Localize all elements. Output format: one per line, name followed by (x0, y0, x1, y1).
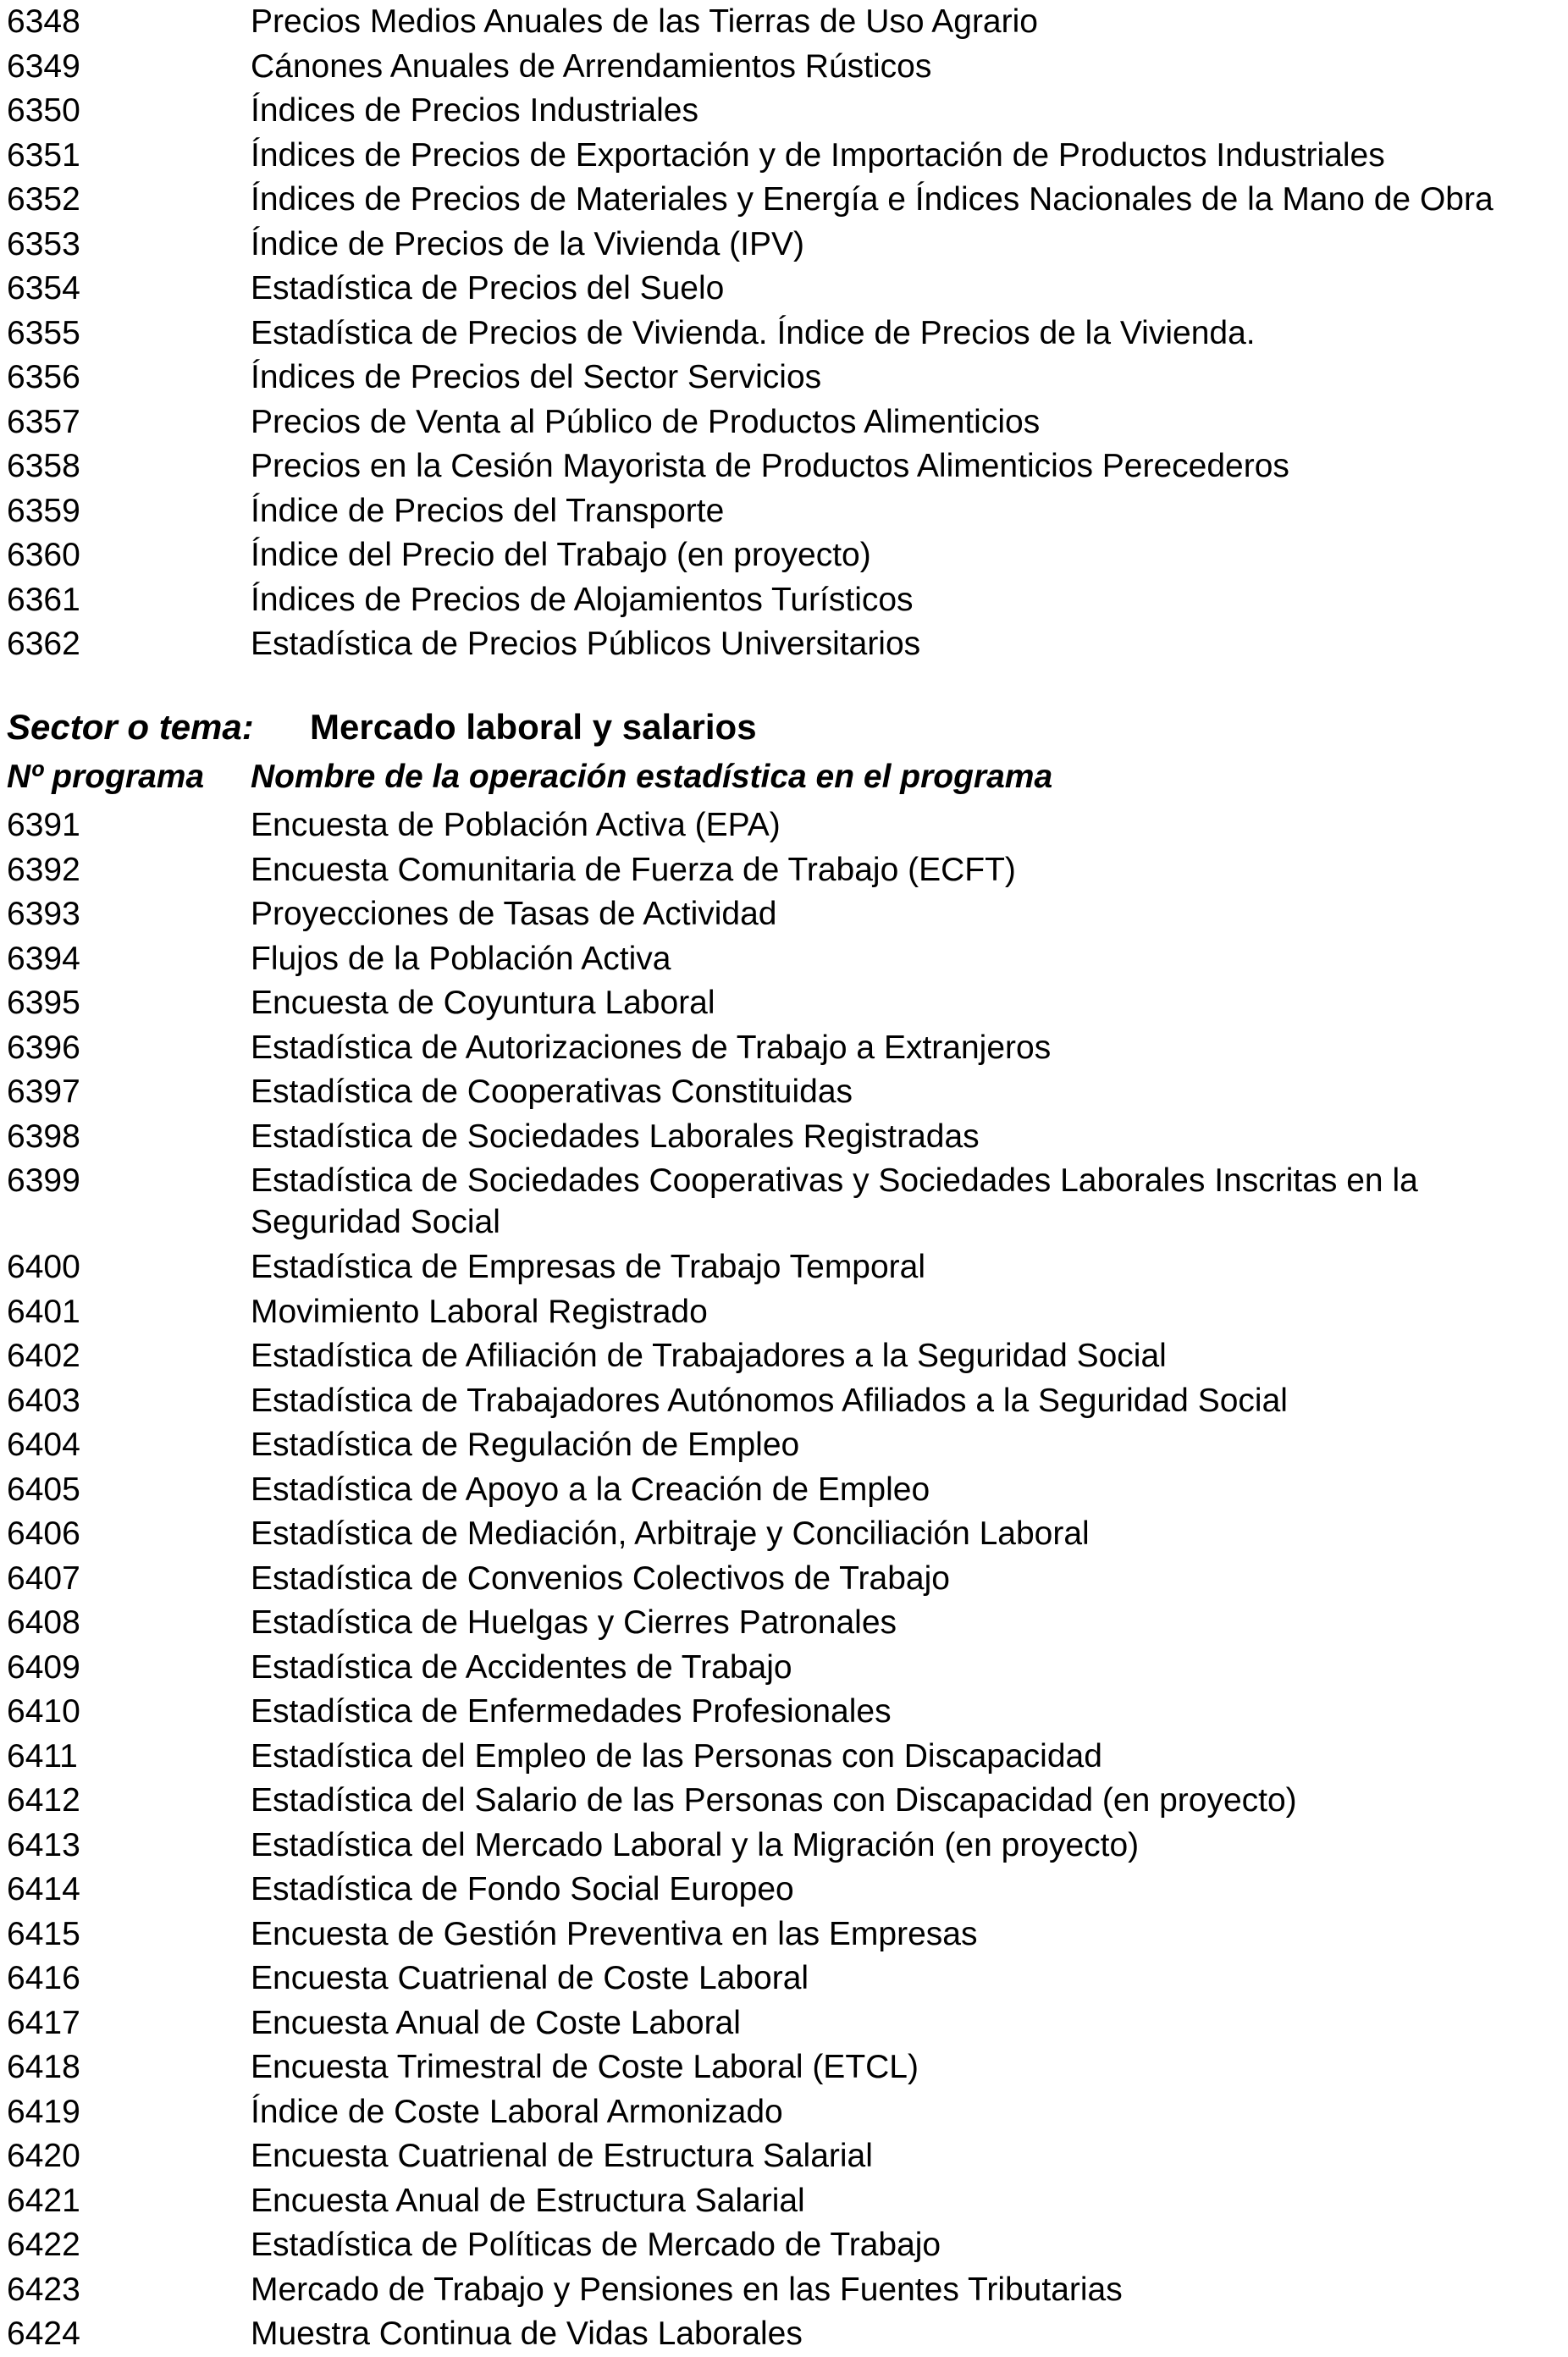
operation-name: Estadística de Huelgas y Cierres Patronales (251, 1604, 897, 1641)
operation-name: Estadística de Cooperativas Constituidas (251, 1074, 853, 1110)
program-number: 6406 (7, 1515, 80, 1552)
program-number: 6358 (7, 448, 80, 484)
operation-name: Estadística de Accidentes de Trabajo (251, 1648, 792, 1686)
program-number: 6420 (7, 2138, 80, 2174)
column-header-operation-name: Nombre de la operación estadística en el programa (251, 759, 1053, 795)
operation-name: Estadística de Convenios Colectivos de Trabajo (251, 1559, 950, 1597)
program-number: 6397 (7, 1074, 80, 1110)
operation-name: Índices de Precios Industriales (251, 92, 698, 129)
operation-name: Índice de Precios de la Vivienda (IPV) (251, 225, 804, 262)
program-number: 6401 (7, 1293, 80, 1330)
operation-name: Índices de Precios del Sector Servicios (251, 359, 822, 395)
program-number: 6353 (7, 225, 80, 262)
sector-value: Mercado laboral y salarios (310, 707, 757, 747)
program-number: 6349 (7, 47, 80, 85)
operation-name: Precios en la Cesión Mayorista de Productos Alimenticios Perecederos (251, 448, 1289, 484)
operation-name: Encuesta Anual de Estructura Salarial (251, 2182, 805, 2219)
sector-heading (7, 704, 757, 751)
program-number: 6413 (7, 1826, 80, 1863)
program-number: 6407 (7, 1559, 80, 1597)
program-number: 6415 (7, 1915, 80, 1952)
program-number: 6410 (7, 1693, 80, 1730)
program-number: 6356 (7, 359, 80, 395)
program-number: 6411 (7, 1737, 78, 1775)
operation-name: Estadística de Sociedades Laborales Registradas (251, 1118, 980, 1155)
operation-name: Encuesta Anual de Coste Laboral (251, 2004, 741, 2041)
program-number: 6417 (7, 2004, 80, 2041)
operation-name: Estadística del Mercado Laboral y la Migración (en proyecto) (251, 1826, 1140, 1863)
operation-name: Estadística de Sociedades Cooperativas y Sociedades Laborales Inscritas en la (251, 1162, 1418, 1199)
program-number: 6400 (7, 1249, 80, 1285)
program-number: 6362 (7, 626, 80, 662)
operation-name: Precios de Venta al Público de Productos Alimenticios (251, 403, 1041, 440)
program-number: 6393 (7, 896, 80, 932)
operation-name: Estadística de Autorizaciones de Trabajo a Extranjeros (251, 1029, 1052, 1066)
operation-name: Encuesta Cuatrienal de Estructura Salarial (251, 2138, 873, 2174)
program-number: 6398 (7, 1118, 80, 1155)
program-number: 6396 (7, 1029, 80, 1066)
program-number: 6351 (7, 136, 80, 174)
program-number: 6404 (7, 1427, 80, 1463)
operation-name: Índices de Precios de Materiales y Energía e Índices Nacionales de la Mano de Obra (251, 181, 1493, 218)
program-number: 6418 (7, 2049, 80, 2085)
operation-name: Proyecciones de Tasas de Actividad (251, 896, 777, 932)
operation-name: Mercado de Trabajo y Pensiones en las Fuentes Tributarias (251, 2271, 1123, 2308)
operation-name: Índice de Coste Laboral Armonizado (251, 2093, 783, 2130)
operation-name: Encuesta Trimestral de Coste Laboral (ETCL) (251, 2049, 919, 2085)
program-number: 6421 (7, 2182, 80, 2219)
operation-name: Muestra Continua de Vidas Laborales (251, 2316, 803, 2352)
operation-name: Estadística de Mediación, Arbitraje y Conciliación Laboral (251, 1515, 1090, 1552)
sector-label: Sector o tema: (7, 707, 254, 747)
operation-name: Encuesta Comunitaria de Fuerza de Trabajo (ECFT) (251, 851, 1016, 888)
operation-name: Encuesta de Población Activa (EPA) (251, 807, 781, 843)
operation-name-continuation: Seguridad Social (251, 1204, 500, 1240)
operation-name: Índice de Precios del Transporte (251, 492, 725, 529)
program-number: 6361 (7, 581, 80, 618)
program-number: 6399 (7, 1162, 80, 1199)
operation-name: Estadística del Empleo de las Personas con Discapacidad (251, 1737, 1102, 1775)
operation-name: Estadística de Precios del Suelo (251, 270, 725, 306)
operation-name: Estadística de Fondo Social Europeo (251, 1871, 794, 1907)
operation-name: Estadística del Salario de las Personas con Discapacidad (en proyecto) (251, 1782, 1297, 1819)
program-number: 6422 (7, 2227, 80, 2263)
program-number: 6354 (7, 270, 80, 306)
program-number: 6359 (7, 492, 80, 529)
program-number: 6414 (7, 1871, 80, 1907)
program-number: 6412 (7, 1782, 80, 1819)
program-number: 6405 (7, 1471, 80, 1508)
operation-name: Encuesta Cuatrienal de Coste Laboral (251, 1960, 809, 1996)
operation-name: Encuesta de Coyuntura Laboral (251, 985, 715, 1021)
program-number: 6403 (7, 1382, 80, 1419)
operation-name: Índices de Precios de Exportación y de Importación de Productos Industriales (251, 136, 1385, 174)
program-number: 6350 (7, 92, 80, 129)
program-number: 6352 (7, 181, 80, 218)
column-header-program-number: Nº programa (7, 759, 205, 795)
program-number: 6360 (7, 537, 80, 573)
program-number: 6402 (7, 1338, 80, 1374)
operation-name: Estadística de Precios Públicos Universitarios (251, 626, 921, 662)
program-number: 6348 (7, 3, 80, 40)
operation-name: Encuesta de Gestión Preventiva en las Empresas (251, 1915, 978, 1952)
operation-name: Estadística de Políticas de Mercado de Trabajo (251, 2227, 941, 2263)
operation-name: Estadística de Enfermedades Profesionales (251, 1693, 892, 1730)
operation-name: Índice del Precio del Trabajo (en proyecto) (251, 537, 871, 573)
program-number: 6395 (7, 985, 80, 1021)
program-number: 6392 (7, 851, 80, 888)
operation-name: Flujos de la Población Activa (251, 940, 671, 977)
operation-name: Índices de Precios de Alojamientos Turísticos (251, 581, 914, 618)
operation-name: Movimiento Laboral Registrado (251, 1293, 708, 1330)
program-number: 6357 (7, 403, 80, 440)
operation-name: Cánones Anuales de Arrendamientos Rústicos (251, 47, 932, 85)
operation-name: Estadística de Afiliación de Trabajadores a la Seguridad Social (251, 1338, 1167, 1374)
operation-name: Precios Medios Anuales de las Tierras de Uso Agrario (251, 3, 1038, 40)
operation-name: Estadística de Regulación de Empleo (251, 1427, 800, 1463)
program-number: 6394 (7, 940, 80, 977)
program-number: 6424 (7, 2316, 80, 2352)
program-number: 6408 (7, 1604, 80, 1641)
operation-name: Estadística de Empresas de Trabajo Temporal (251, 1249, 926, 1285)
program-number: 6419 (7, 2093, 80, 2130)
program-number: 6355 (7, 314, 80, 351)
operation-name: Estadística de Apoyo a la Creación de Empleo (251, 1471, 930, 1508)
program-number: 6409 (7, 1648, 80, 1686)
program-number: 6391 (7, 807, 80, 843)
program-number: 6416 (7, 1960, 80, 1996)
program-number: 6423 (7, 2271, 80, 2308)
operation-name: Estadística de Precios de Vivienda. Índice de Precios de la Vivienda. (251, 314, 1256, 351)
operation-name: Estadística de Trabajadores Autónomos Afiliados a la Seguridad Social (251, 1382, 1288, 1419)
